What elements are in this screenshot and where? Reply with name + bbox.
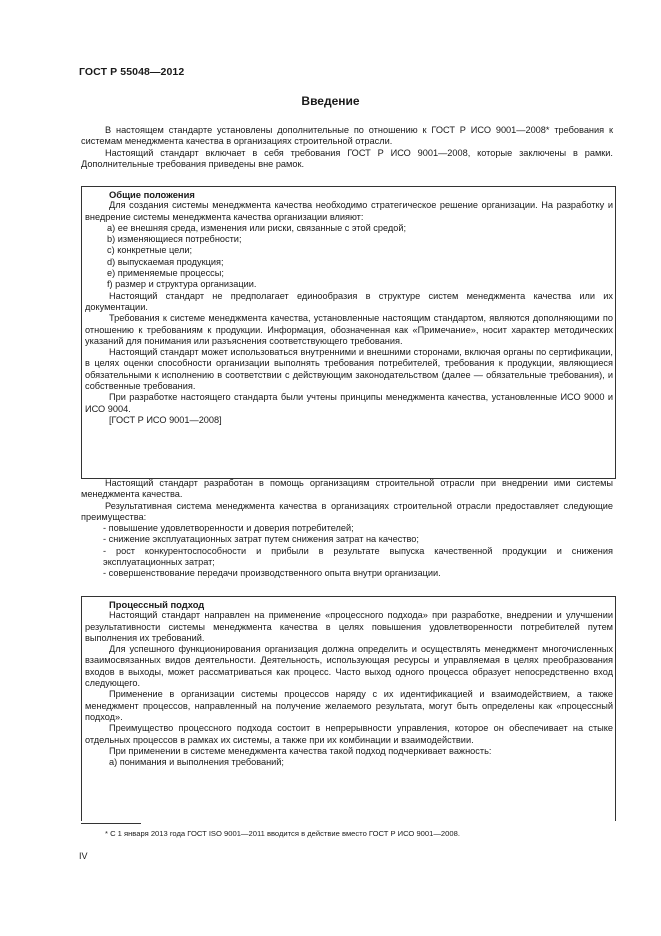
box-paragraph: При применении в системе менеджмента качества такой подход подчеркивает важность: — [109, 745, 492, 756]
box-paragraph: Для создания системы менеджмента качества необходимо стратегическое решение организации. На разработку и внедрение системы менеджмента качества организации влияют: — [85, 200, 613, 222]
box-paragraph: Настоящий стандарт направлен на применение «процессного подхода» при разработке, внедрении и улучшении результативности системы менеджмента качества в целях повышения удовлетворенности потребителей путем выполнения их требований. — [85, 610, 613, 643]
box-paragraph: Преимущество процессного подхода состоит в непрерывности управления, которое он обеспечивает на стыке отдельных процессов в рамках их системы, а также при их комбинации и взаимодействии. — [85, 723, 613, 745]
middle-paragraph-2: Результативная система менеджмента качества в организациях строительной отрасли предоставляет следующие преимущества: — [81, 500, 613, 522]
footnote-text: * С 1 января 2013 года ГОСТ ISO 9001—2011 вводится в действие вместо ГОСТ Р ИСО 9001—2008. — [105, 829, 460, 838]
middle-section — [81, 478, 613, 580]
box-heading: Общие положения — [109, 189, 195, 200]
box-paragraph: Применение в организации системы процессов наряду с их идентификацией и взаимодействием, а также менеджмент процессов, направленный на получение желаемого результата, могут быть определены как «процессный подход». — [85, 689, 613, 722]
list-item: b) изменяющиеся потребности; — [107, 234, 242, 245]
middle-paragraph-1: Настоящий стандарт разработан в помощь организациям строительной отрасли при внедрении ими системы менеджмента качества. — [81, 478, 613, 500]
box-paragraph: Для успешного функционирования организация должна определить и осуществлять менеджмент многочисленных взаимосвязанных видов деятельности. Деятельность, использующая ресурсы и управляемая в целях преобразования входов в выходы, может рассматриваться как процесс. Часто выход одного процесса образует непосредственно вход следующего. — [85, 644, 613, 689]
box-paragraph: Требования к системе менеджмента качества, установленные настоящим стандартом, являются дополняющими по отношению к требованиям к продукции. Информация, обозначенная как «Примечание», носит характер методических указаний для понимания или разъяснения соответствующего требования. — [85, 313, 613, 346]
box-paragraph: Настоящий стандарт может использоваться внутренними и внешними сторонами, включая органы по сертификации, в целях оценки способности организации выполнять требования потребителей, требования к продукции, являющиеся обязательными к исполнению в соответствии с действующим законодательством (далее — обязательные требования), и собственные требования. — [85, 347, 613, 392]
list-item: a) понимания и выполнения требований; — [109, 757, 284, 768]
bullet-item: - рост конкурентоспособности и прибыли в результате выпуска качественной продукции и снижения эксплуатационных затрат; — [81, 546, 613, 569]
bullet-item: - снижение эксплуатационных затрат путем снижения затрат на качество; — [81, 534, 613, 545]
box-paragraph: При разработке настоящего стандарта были учтены принципы менеджмента качества, установленные ИСО 9000 и ИСО 9004. — [85, 392, 613, 414]
list-item: f) размер и структура организации. — [107, 279, 257, 290]
list-item: e) применяемые процессы; — [107, 268, 224, 279]
intro-paragraph-1: В настоящем стандарте установлены дополнительные по отношению к ГОСТ Р ИСО 9001—2008* требования к системам менеджмента качества в организациях строительной отрасли. — [81, 125, 613, 147]
page-number: IV — [79, 851, 88, 861]
bullet-item: - повышение удовлетворенности и доверия потребителей; — [81, 523, 613, 534]
list-item: d) выпускаемая продукция; — [107, 256, 224, 267]
box-paragraph: Настоящий стандарт не предполагает единообразия в структуре систем менеджмента качества или их документации. — [85, 290, 613, 312]
standard-code-header: ГОСТ Р 55048—2012 — [79, 66, 185, 78]
box-heading: Процессный подход — [109, 599, 205, 610]
intro-section — [81, 125, 613, 170]
list-item: c) конкретные цели; — [107, 245, 193, 256]
process-approach-box — [81, 596, 616, 821]
footnote — [81, 829, 613, 839]
box-reference: [ГОСТ Р ИСО 9001—2008] — [109, 414, 222, 425]
section-title: Введение — [301, 94, 360, 108]
footnote-separator — [81, 823, 141, 824]
intro-paragraph-2: Настоящий стандарт включает в себя требования ГОСТ Р ИСО 9001—2008, которые заключены в рамки. Дополнительные требования приведены вне рамок. — [81, 147, 613, 169]
list-item: a) ее внешняя среда, изменения или риски, связанные с этой средой; — [107, 222, 407, 233]
general-provisions-box — [81, 186, 616, 479]
bullet-item: - совершенствование передачи производственного опыта внутри организации. — [81, 568, 613, 579]
